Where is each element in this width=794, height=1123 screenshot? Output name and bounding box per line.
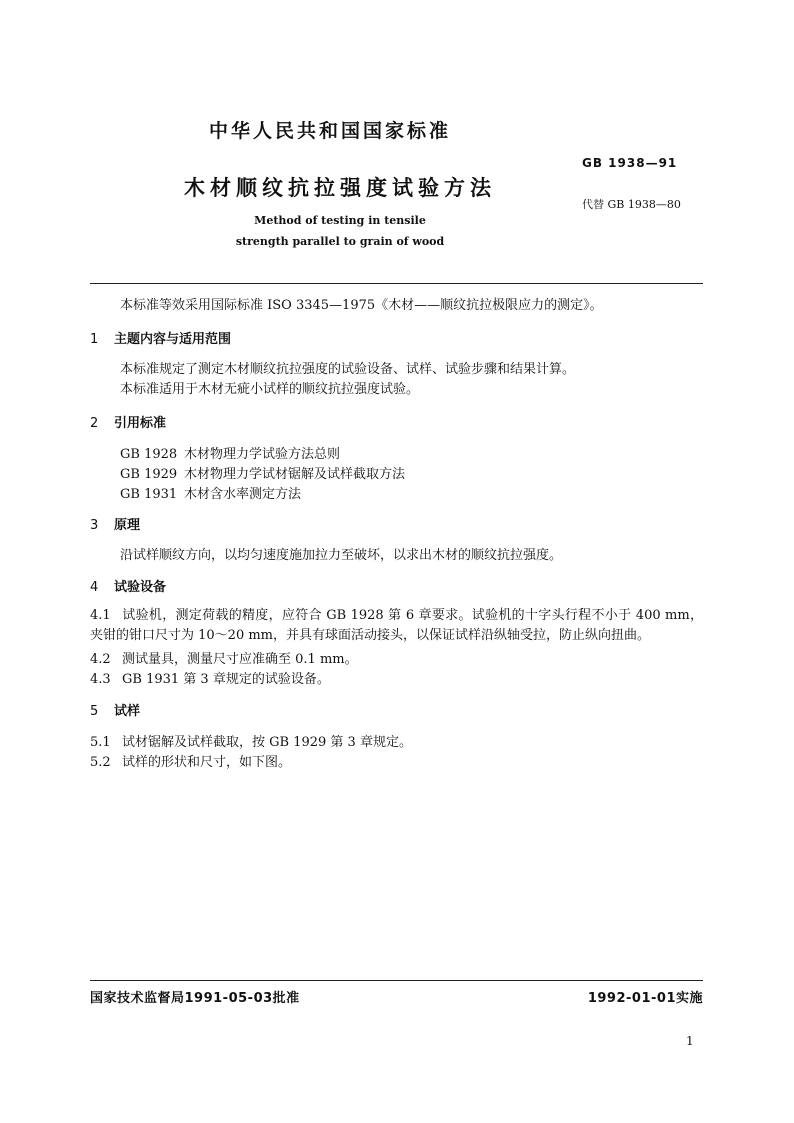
reference-item xyxy=(120,443,340,462)
section-number: 2 xyxy=(90,416,99,431)
replaces-note: 代替 GB 1938—80 xyxy=(582,198,681,211)
clause-5-1 xyxy=(90,731,412,750)
reference-code: GB 1931 xyxy=(120,487,178,502)
standard-category-title: 中华人民共和国国家标准 xyxy=(208,120,451,142)
clause-text: 试材锯解及试样截取，按 GB 1929 第 3 章规定。 xyxy=(122,735,412,750)
reference-code: GB 1929 xyxy=(120,467,178,482)
clause-text: GB 1931 第 3 章规定的试验设备。 xyxy=(122,672,330,687)
section-title: 主题内容与适用范围 xyxy=(114,332,232,347)
section-title: 引用标准 xyxy=(114,416,167,431)
section-3-paragraph: 沿试样顺纹方向，以均匀速度施加拉力至破坏，以求出木材的顺纹抗拉强度。 xyxy=(120,548,563,563)
header-divider xyxy=(90,283,703,284)
section-4-heading xyxy=(90,576,166,595)
standard-code: GB 1938—91 xyxy=(582,156,678,170)
reference-title: 木材物理力学试材锯解及试样截取方法 xyxy=(184,467,406,482)
section-3-heading xyxy=(90,514,140,533)
clause-text: 试样的形状和尺寸，如下图。 xyxy=(122,755,292,770)
clause-4-2 xyxy=(90,648,358,667)
section-5-heading xyxy=(90,700,140,719)
reference-title: 木材物理力学试验方法总则 xyxy=(184,447,341,462)
reference-item xyxy=(120,463,405,482)
english-title-line-1: Method of testing in tensile xyxy=(254,214,426,227)
section-2-heading xyxy=(90,412,166,431)
section-title: 试样 xyxy=(114,704,141,719)
english-title-line-2: strength parallel to grain of wood xyxy=(235,235,445,248)
section-1-paragraph-2: 本标准适用于木材无疵小试样的顺纹抗拉强度试验。 xyxy=(120,382,420,397)
section-title: 试验设备 xyxy=(114,580,167,595)
clause-text: 试验机，测定荷载的精度，应符合 GB 1928 第 6 章要求。试验机的十字头行程不小于 400 mm，夹钳的钳口尺寸为 10～20 mm，并具有球面活动接头，以保证试样沿纵轴受拉，防止纵向扭曲。 xyxy=(90,608,703,643)
clause-number: 5.1 xyxy=(90,735,111,750)
reference-item xyxy=(120,483,301,502)
implementation-date: 1992-01-01实施 xyxy=(587,991,703,1006)
clause-4-3 xyxy=(90,668,330,687)
section-1-heading xyxy=(90,328,231,347)
clause-number: 4.1 xyxy=(90,608,111,623)
intro-paragraph: 本标准等效采用国际标准 ISO 3345—1975《木材——顺纹抗拉极限应力的测定》。 xyxy=(120,298,603,313)
section-title: 原理 xyxy=(114,518,141,533)
clause-text: 测试量具，测量尺寸应准确至 0.1 mm。 xyxy=(122,652,358,667)
section-number: 5 xyxy=(90,704,99,719)
section-number: 3 xyxy=(90,518,99,533)
reference-title: 木材含水率测定方法 xyxy=(184,487,302,502)
reference-code: GB 1928 xyxy=(120,447,178,462)
page-number: 1 xyxy=(686,1034,694,1048)
footer-divider xyxy=(90,980,703,981)
section-1-paragraph-1: 本标准规定了测定木材顺纹抗拉强度的试验设备、试样、试验步骤和结果计算。 xyxy=(120,362,576,377)
approval-date: 国家技术监督局1991-05-03批准 xyxy=(90,991,300,1006)
clause-4-1 xyxy=(90,606,703,646)
clause-number: 4.3 xyxy=(90,672,111,687)
clause-number: 5.2 xyxy=(90,755,111,770)
clause-5-2 xyxy=(90,751,291,770)
section-number: 4 xyxy=(90,580,99,595)
document-title: 木材顺纹抗拉强度试验方法 xyxy=(184,176,496,200)
clause-number: 4.2 xyxy=(90,652,111,667)
section-number: 1 xyxy=(90,332,99,347)
